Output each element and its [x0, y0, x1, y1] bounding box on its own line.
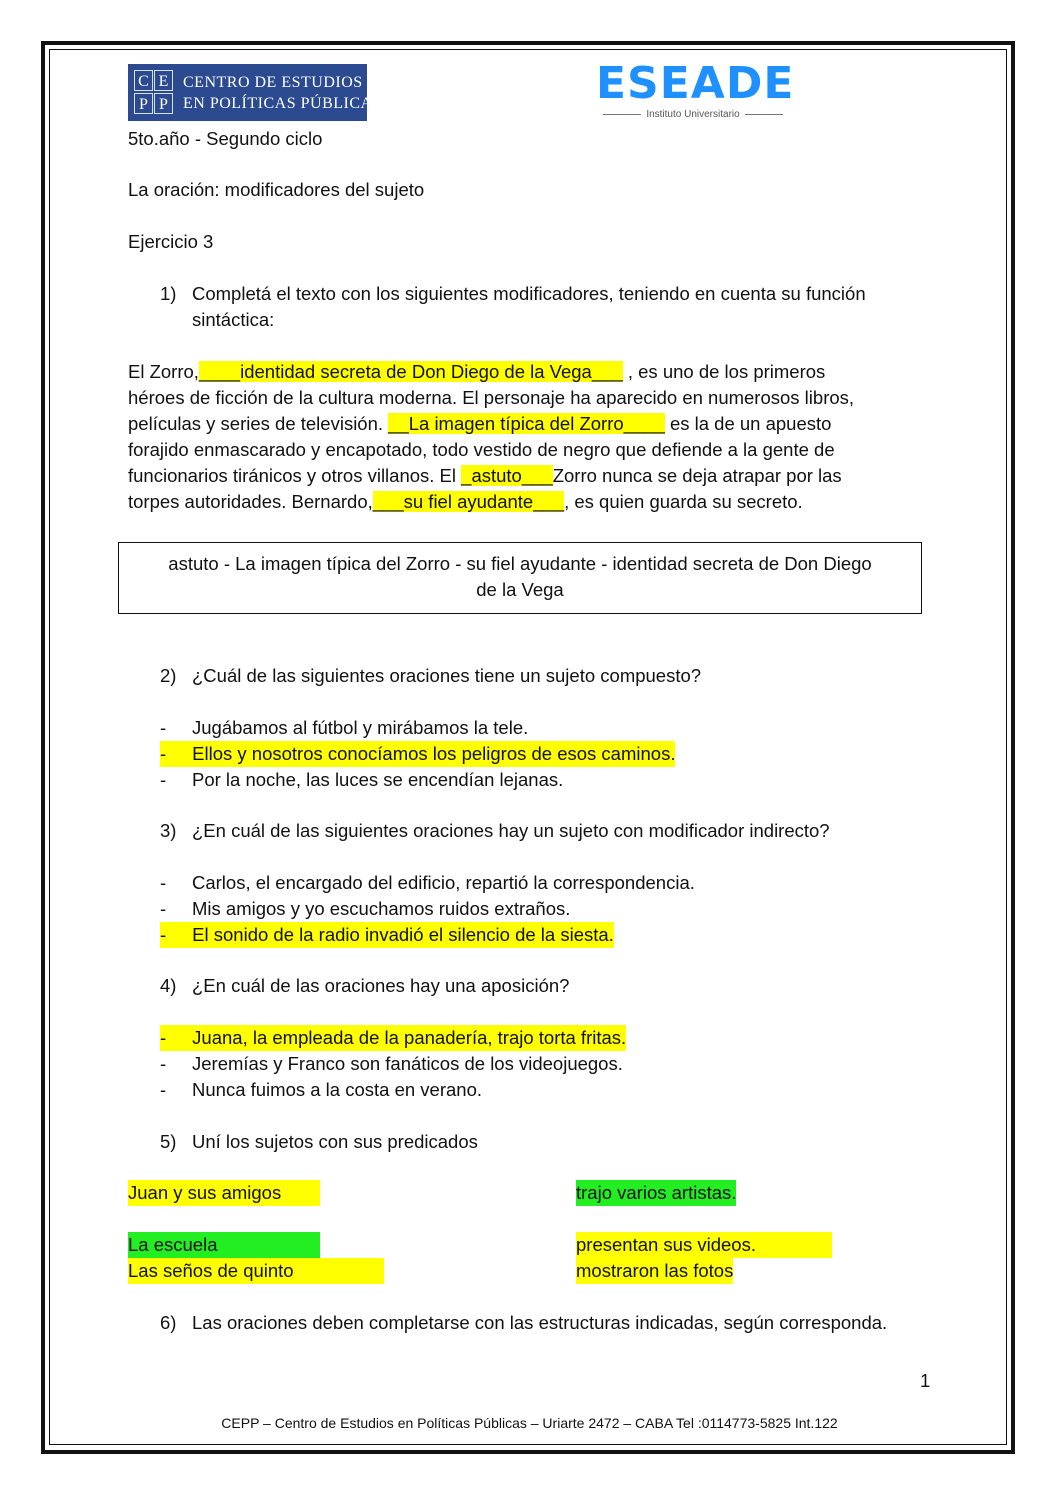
text-run: es la de un apuesto [664, 413, 832, 434]
option-text: Ellos y nosotros conocíamos los peligros de esos caminos. [192, 743, 676, 764]
cepp-logo-line1: CENTRO DE ESTUDIOS [183, 74, 363, 91]
option: Carlos, el encargado del edificio, repartió la correspondencia. [192, 872, 695, 893]
subject-item: Juan y sus amigos [128, 1180, 320, 1206]
bullet: - [160, 924, 167, 945]
answer-highlight: ___su fiel ayudante___ [372, 491, 565, 512]
q6-prompt: Las oraciones deben completarse con las estructuras indicadas, según corresponda. [192, 1312, 888, 1333]
subject-item: Las seños de quinto [128, 1258, 384, 1284]
answer-highlight: __La imagen típica del Zorro____ [388, 413, 665, 434]
text-run: , es uno de los primeros [622, 361, 826, 382]
paragraph-line [128, 463, 842, 489]
text-run: , es quien guarda su secreto. [564, 491, 803, 512]
bullet: - [160, 1079, 167, 1100]
text-run: películas y series de televisión. [128, 413, 389, 434]
option: Jeremías y Franco son fanáticos de los videojuegos. [192, 1053, 623, 1074]
paragraph-line [128, 489, 803, 515]
subject-item: La escuela [128, 1232, 320, 1258]
q1-number: 1) [160, 283, 177, 304]
bullet: - [160, 898, 167, 919]
answer-highlight: _astuto___ [461, 465, 553, 486]
cepp-logo [128, 64, 382, 121]
q1-prompt: Completá el texto con los siguientes modificadores, teniendo en cuenta su función [192, 283, 866, 304]
bullet: - [160, 1053, 167, 1074]
bullet: - [160, 769, 167, 790]
footer: CEPP – Centro de Estudios en Políticas Públicas – Uriarte 2472 – CABA Tel :0114773-5825 Int.122 [221, 1415, 838, 1431]
esade-logo-subtitle [596, 108, 790, 122]
esade-logo: ESEADE [596, 58, 795, 109]
word-bank-line: de la Vega [476, 579, 564, 600]
cepp-logo-line2: EN POLÍTICAS PÚBLICAS [183, 95, 382, 112]
q2-number: 2) [160, 665, 177, 686]
bullet: - [160, 872, 167, 893]
q3-number: 3) [160, 820, 177, 841]
paragraph-line: héroes de ficción de la cultura moderna. El personaje ha aparecido en numerosos libros, [128, 387, 855, 408]
option: Nunca fuimos a la costa en verano. [192, 1079, 482, 1100]
q6-number: 6) [160, 1312, 177, 1333]
exercise-title: Ejercicio 3 [128, 231, 214, 252]
paragraph-line [128, 359, 825, 385]
answer-highlight: ____identidad secreta de Don Diego de la Vega___ [198, 361, 623, 382]
q2-prompt: ¿Cuál de las siguientes oraciones tiene un sujeto compuesto? [192, 665, 702, 686]
grade-line: 5to.año - Segundo ciclo [128, 128, 323, 149]
bullet: - [160, 717, 167, 738]
paragraph-line [128, 411, 831, 437]
cepp-letter: P [154, 93, 173, 114]
predicate-item: mostraron las fotos [576, 1258, 733, 1284]
predicate-item: presentan sus videos. [576, 1232, 832, 1258]
q1-prompt-cont: sintáctica: [192, 309, 275, 330]
q4-prompt: ¿En cuál de las oraciones hay una aposición? [192, 975, 570, 996]
q4-number: 4) [160, 975, 177, 996]
paragraph-line: forajido enmascarado y encapotado, todo vestido de negro que defiende a la gente de [128, 439, 835, 460]
option: Mis amigos y yo escuchamos ruidos extraños. [192, 898, 571, 919]
q5-prompt: Uní los sujetos con sus predicados [192, 1131, 478, 1152]
bullet: - [160, 743, 167, 764]
text-run: torpes autoridades. Bernardo, [128, 491, 373, 512]
topic-title: La oración: modificadores del sujeto [128, 179, 425, 200]
text-run: funcionarios tiránicos y otros villanos. El [128, 465, 462, 486]
word-bank-line: astuto - La imagen típica del Zorro - su fiel ayudante - identidad secreta de Don Diego [168, 553, 872, 574]
cepp-letter: P [134, 93, 153, 114]
esade-subtitle-text: Instituto Universitario [646, 109, 740, 120]
text-run: El Zorro, [128, 361, 199, 382]
option: Por la noche, las luces se encendían lejanas. [192, 769, 564, 790]
option-highlighted [160, 922, 614, 948]
option-highlighted [160, 1025, 626, 1051]
cepp-letter: E [154, 70, 173, 91]
option-highlighted [160, 741, 675, 767]
predicate-item: trajo varios artistas. [576, 1180, 736, 1206]
text-run: Zorro nunca se deja atrapar por las [552, 465, 842, 486]
cepp-letter: C [134, 70, 153, 91]
cepp-monogram [134, 70, 174, 115]
q5-number: 5) [160, 1131, 177, 1152]
option-text: Juana, la empleada de la panadería, trajo torta fritas. [192, 1027, 627, 1048]
page-number: 1 [920, 1370, 931, 1391]
option-text: El sonido de la radio invadió el silencio de la siesta. [192, 924, 614, 945]
bullet: - [160, 1027, 167, 1048]
q3-prompt: ¿En cuál de las siguientes oraciones hay un sujeto con modificador indirecto? [192, 820, 830, 841]
option: Jugábamos al fútbol y mirábamos la tele. [192, 717, 529, 738]
